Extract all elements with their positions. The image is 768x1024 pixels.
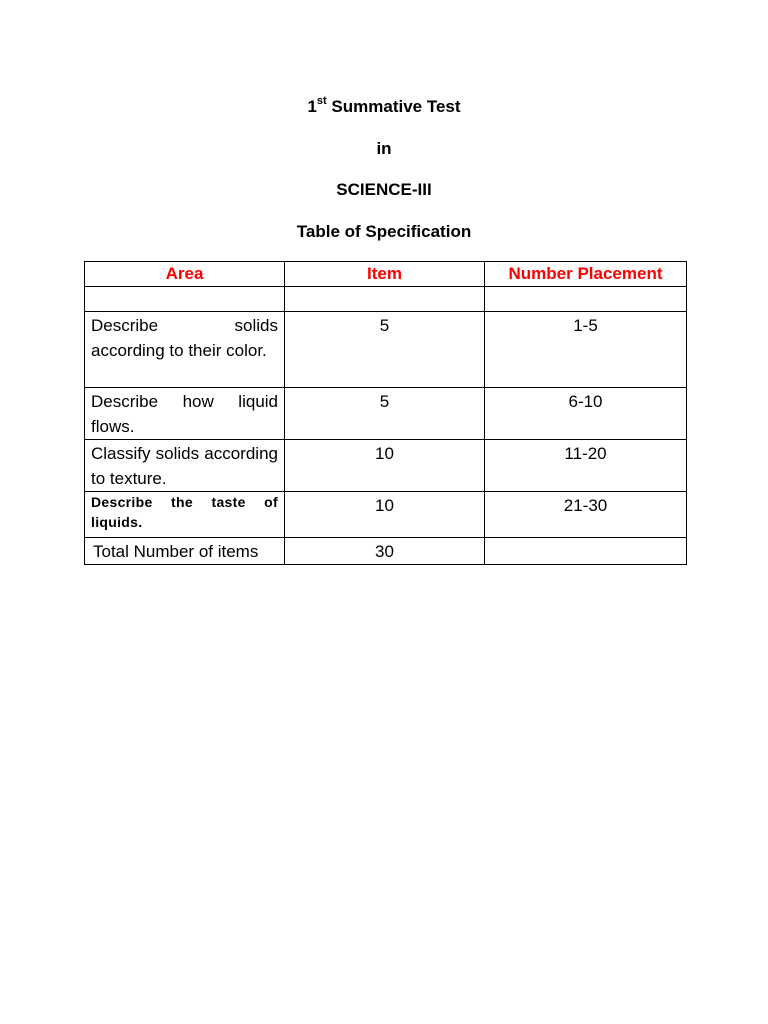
title-ordinal-number: 1	[307, 97, 317, 116]
placement-cell: 6-10	[485, 388, 687, 440]
total-item-cell: 30	[285, 538, 485, 565]
blank-cell	[85, 287, 285, 312]
specification-table	[84, 261, 687, 565]
item-cell: 10	[285, 492, 485, 538]
blank-cell	[285, 287, 485, 312]
table-row	[85, 388, 687, 440]
table-blank-row	[85, 287, 687, 312]
placement-cell: 21-30	[485, 492, 687, 538]
total-label-cell: Total Number of items	[85, 538, 285, 565]
item-cell: 5	[285, 312, 485, 388]
area-cell: Describe the taste of liquids.	[85, 492, 285, 538]
total-placement-cell	[485, 538, 687, 565]
title-line-in: in	[376, 139, 392, 158]
column-header-item: Item	[285, 262, 485, 287]
column-header-number-placement: Number Placement	[485, 262, 687, 287]
area-cell: Describe how liquid flows.	[85, 388, 285, 440]
blank-cell	[485, 287, 687, 312]
column-header-area: Area	[85, 262, 285, 287]
title-line-summative-test	[0, 97, 768, 117]
area-cell: Describe solids according to their color.	[85, 312, 285, 388]
title-ordinal-suffix: st	[316, 95, 327, 108]
area-cell: Classify solids according to texture.	[85, 440, 285, 492]
item-cell: 10	[285, 440, 485, 492]
title-summative-text: Summative Test	[326, 97, 461, 116]
table-row	[85, 492, 687, 538]
table-row	[85, 440, 687, 492]
title-line-subject: SCIENCE-III	[336, 180, 432, 199]
table-row	[85, 312, 687, 388]
placement-cell: 11-20	[485, 440, 687, 492]
table-header-row	[85, 262, 687, 287]
table-total-row	[85, 538, 687, 565]
placement-cell: 1-5	[485, 312, 687, 388]
title-line-table-of-specification: Table of Specification	[296, 222, 472, 241]
item-cell: 5	[285, 388, 485, 440]
